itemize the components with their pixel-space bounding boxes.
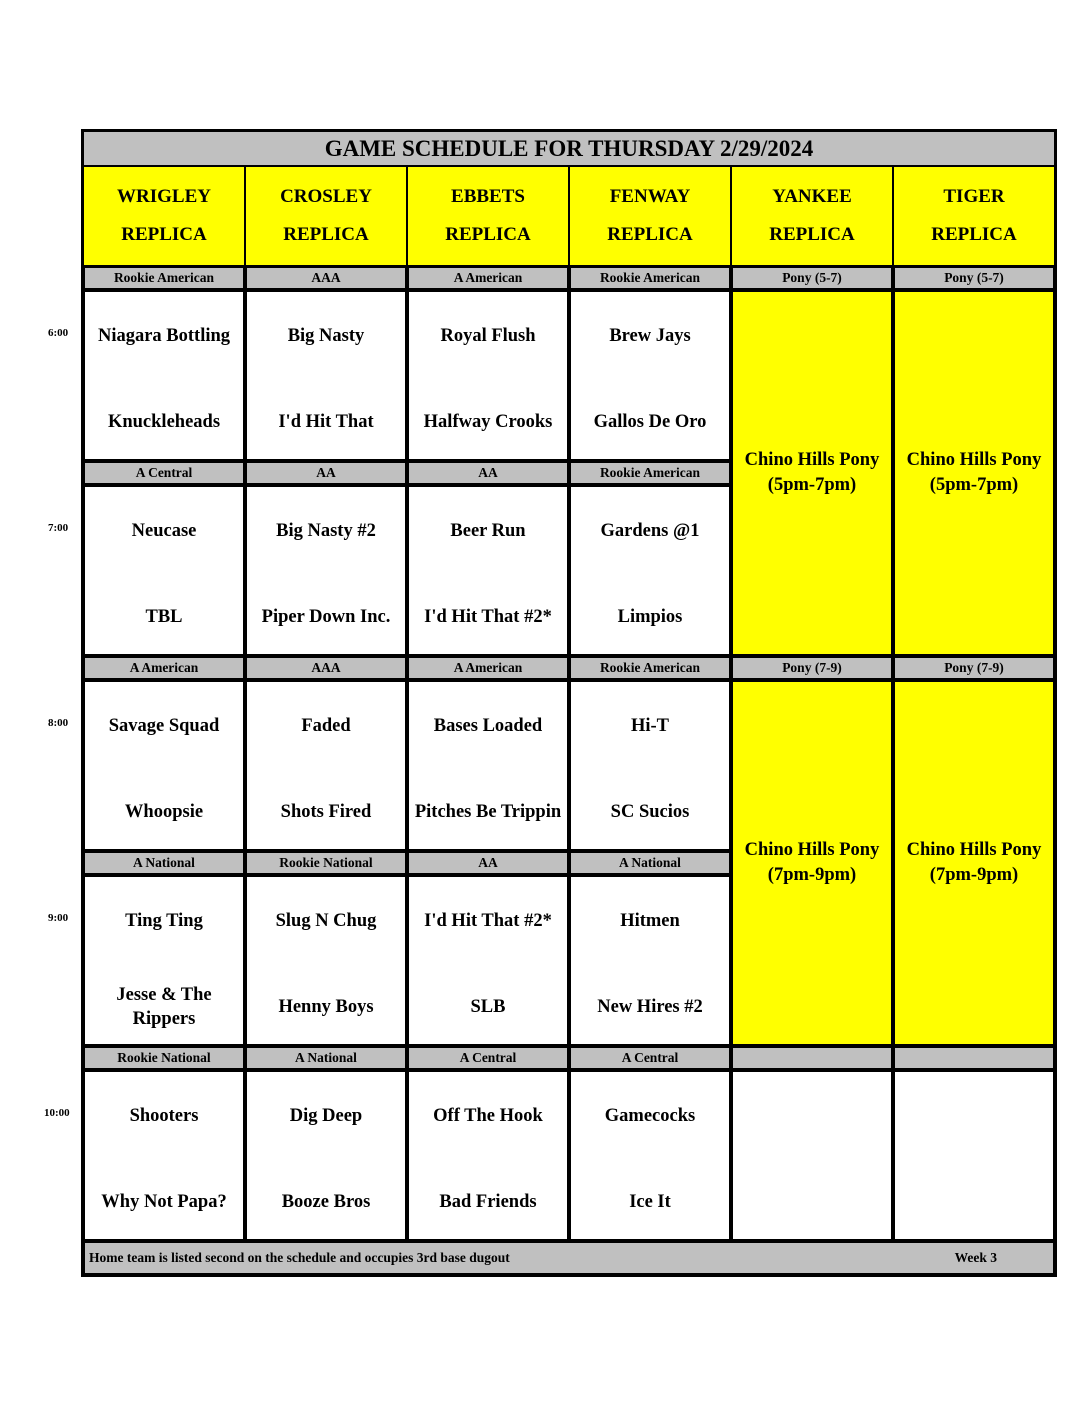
pony-team: Chino Hills Pony — [906, 840, 1042, 860]
division-label: Rookie American — [569, 656, 731, 680]
division-label: A Central — [83, 461, 245, 485]
pony-time-range: (5pm-7pm) — [929, 475, 1019, 495]
home-team: Whoopsie — [124, 802, 204, 822]
home-team: I'd Hit That #2* — [424, 607, 552, 627]
home-team: Limpios — [617, 607, 683, 627]
away-team: Faded — [301, 716, 351, 736]
home-team: Pitches Be Trippin — [414, 802, 562, 822]
field-name: TIGER — [943, 186, 1005, 207]
division-label: A National — [245, 1046, 407, 1070]
away-team: Gamecocks — [604, 1106, 696, 1126]
field-name: CROSLEY — [280, 186, 372, 207]
division-label: AA — [407, 851, 569, 875]
pony-team: Chino Hills Pony — [744, 840, 880, 860]
table-frame — [81, 129, 1057, 1277]
division-label: AA — [245, 461, 407, 485]
home-team: Shots Fired — [280, 802, 372, 822]
division-label: AA — [407, 461, 569, 485]
week-label: Week 3 — [954, 1250, 997, 1265]
field-subtitle: REPLICA — [769, 224, 855, 245]
time-label: 7:00 — [48, 522, 69, 534]
time-label: 8:00 — [48, 717, 69, 729]
home-team: Ice It — [629, 1192, 671, 1212]
away-team: Savage Squad — [108, 716, 220, 736]
field-subtitle: REPLICA — [445, 224, 531, 245]
division-label: Pony (5-7) — [893, 266, 1055, 290]
division-label: AAA — [245, 656, 407, 680]
division-label: Rookie American — [569, 266, 731, 290]
home-team: Piper Down Inc. — [261, 607, 391, 627]
division-label: Pony (7-9) — [893, 656, 1055, 680]
field-name: FENWAY — [609, 186, 691, 207]
field-name: WRIGLEY — [117, 186, 211, 207]
home-team: New Hires #2 — [597, 997, 703, 1017]
away-team: Slug N Chug — [275, 911, 377, 931]
home-team: SLB — [470, 997, 506, 1017]
pony-time-range: (7pm-9pm) — [767, 865, 857, 885]
away-team: Dig Deep — [289, 1106, 363, 1126]
division-label: Rookie National — [245, 851, 407, 875]
away-team: I'd Hit That #2* — [424, 911, 552, 931]
home-team: Knuckleheads — [107, 412, 221, 432]
footer-note: Home team is listed second on the schedule and occupies 3rd base dugout — [89, 1250, 510, 1265]
division-label: A American — [407, 266, 569, 290]
home-team: Halfway Crooks — [423, 412, 553, 432]
division-label: Rookie American — [83, 266, 245, 290]
division-label: Rookie National — [83, 1046, 245, 1070]
page-title: GAME SCHEDULE FOR THURSDAY 2/29/2024 — [83, 131, 1055, 166]
division-label: A National — [83, 851, 245, 875]
home-team: TBL — [145, 607, 183, 627]
time-label: 10:00 — [44, 1107, 70, 1119]
division-label: Pony (7-9) — [731, 656, 893, 680]
division-label: A Central — [569, 1046, 731, 1070]
home-team: Why Not Papa? — [101, 1192, 227, 1212]
division-label: A National — [569, 851, 731, 875]
away-team: Shooters — [129, 1106, 199, 1126]
home-team: SC Sucios — [610, 802, 690, 822]
field-subtitle: REPLICA — [607, 224, 693, 245]
away-team: Ting Ting — [125, 911, 203, 931]
field-subtitle: REPLICA — [931, 224, 1017, 245]
away-team: Neucase — [131, 521, 197, 541]
division-label: A American — [83, 656, 245, 680]
away-team: Royal Flush — [440, 326, 536, 346]
pony-time-range: (5pm-7pm) — [767, 475, 857, 495]
away-team: Gardens @1 — [600, 521, 700, 541]
division-label: A American — [407, 656, 569, 680]
away-team: Off The Hook — [433, 1106, 543, 1126]
home-team: Booze Bros — [281, 1192, 371, 1212]
field-subtitle: REPLICA — [283, 224, 369, 245]
pony-team: Chino Hills Pony — [744, 450, 880, 470]
pony-time-range: (7pm-9pm) — [929, 865, 1019, 885]
time-label: 6:00 — [48, 327, 69, 339]
away-team: Brew Jays — [609, 326, 691, 346]
division-label: Rookie American — [569, 461, 731, 485]
home-team: Jesse & The Rippers — [116, 985, 212, 1029]
home-team: Henny Boys — [278, 997, 374, 1017]
home-team: I'd Hit That — [278, 412, 374, 432]
away-team: Big Nasty #2 — [276, 521, 376, 541]
division-label: AAA — [245, 266, 407, 290]
away-team: Bases Loaded — [433, 716, 543, 736]
away-team: Niagara Bottling — [97, 326, 231, 346]
away-team: Hitmen — [620, 911, 680, 931]
pony-team: Chino Hills Pony — [906, 450, 1042, 470]
field-subtitle: REPLICA — [121, 224, 207, 245]
time-label: 9:00 — [48, 912, 69, 924]
home-team: Gallos De Oro — [593, 412, 707, 432]
division-label: Pony (5-7) — [731, 266, 893, 290]
home-team: Bad Friends — [439, 1192, 537, 1212]
away-team: Beer Run — [450, 521, 526, 541]
division-label: A Central — [407, 1046, 569, 1070]
field-name: YANKEE — [772, 186, 852, 207]
away-team: Big Nasty — [287, 326, 365, 346]
away-team: Hi-T — [630, 716, 670, 736]
field-name: EBBETS — [451, 186, 525, 207]
